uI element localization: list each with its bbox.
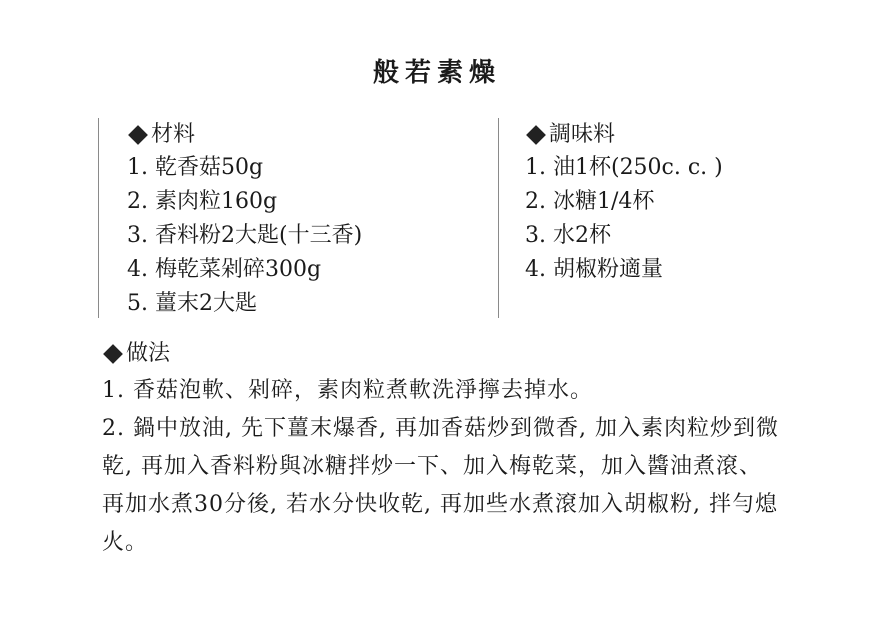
method-step: 2. 鍋中放油, 先下薑末爆香, 再加香菇炒到微香, 加入素肉粒炒到微乾, 再加入香料粉與冰糖拌炒一下、加入梅乾菜，加入醬油煮滾、再加水煮30分後, 若水分快收乾, 再加些水煮滾加入胡椒粉, 拌勻熄火。	[102, 416, 779, 555]
diamond-icon	[128, 125, 148, 145]
ingredients-heading-label: 材料	[151, 122, 196, 147]
diamond-icon	[526, 125, 546, 145]
ingredient-item: 3. 香料粉2大匙(十三香)	[127, 223, 363, 248]
diamond-icon	[103, 344, 123, 364]
ingredient-item: 2. 素肉粒160g	[127, 189, 278, 214]
seasoning-item: 2. 冰糖1/4杯	[525, 189, 655, 214]
seasoning-heading-label: 調味料	[549, 122, 616, 147]
ingredient-item: 1. 乾香菇50g	[127, 155, 264, 180]
ingredients-heading	[127, 118, 489, 151]
seasoning-heading	[525, 118, 799, 151]
seasoning-item: 4. 胡椒粉適量	[525, 257, 663, 282]
ingredient-item: 4. 梅乾菜剁碎300g	[127, 257, 322, 282]
method-heading-label: 做法	[126, 341, 171, 366]
seasoning-section	[498, 118, 799, 318]
seasoning-item: 1. 油1杯(250c. c. )	[525, 155, 723, 180]
method-section	[102, 337, 782, 562]
method-step: 1. 香菇泡軟、剁碎，素肉粒煮軟洗淨擰去掉水。	[102, 378, 593, 403]
ingredients-section	[98, 118, 489, 318]
seasoning-item: 3. 水2杯	[525, 223, 611, 248]
recipe-title: 般若素燥	[372, 58, 501, 88]
ingredient-item: 5. 薑末2大匙	[127, 291, 257, 316]
method-heading	[102, 337, 782, 370]
